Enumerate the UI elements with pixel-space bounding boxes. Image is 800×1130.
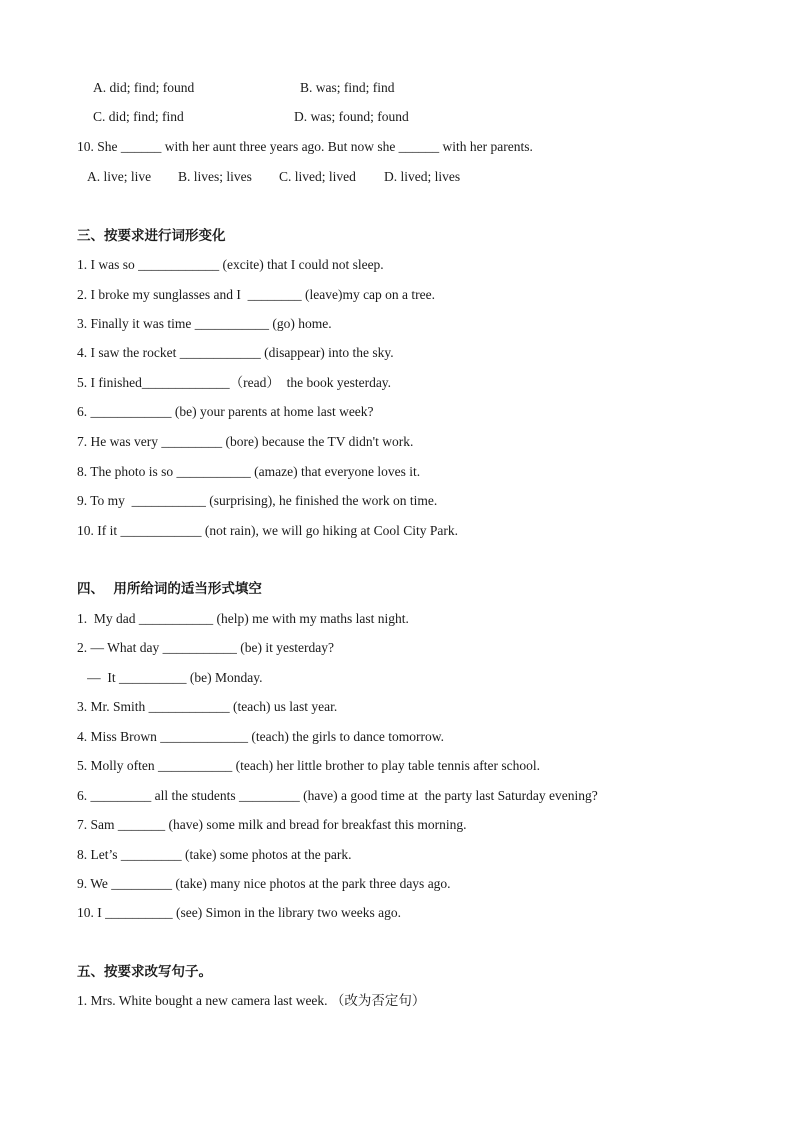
section4-item-2-answer: — It __________ (be) Monday. [77,670,263,685]
section4-item-9: 9. We _________ (take) many nice photos at the park three days ago. [77,876,451,891]
q9-option-a: A. did; find; found [93,80,195,95]
section4-item-5: 5. Molly often ___________ (teach) her little brother to play table tennis after school. [77,758,541,773]
q9-option-c: C. did; find; find [93,109,184,124]
section3-item-9: 9. To my ___________ (surprising), he finished the work on time. [77,493,438,508]
section3-item-1: 1. I was so ____________ (excite) that I could not sleep. [77,257,384,272]
q9-option-b: B. was; find; find [300,80,395,95]
q10-option-c: C. lived; lived [279,169,356,184]
q10-option-d: D. lived; lives [384,169,461,184]
section4-item-7: 7. Sam _______ (have) some milk and bread for breakfast this morning. [77,817,467,832]
section3-item-6: 6. ____________ (be) your parents at home last week? [77,404,374,419]
q10-option-b: B. lives; lives [178,169,252,184]
section3-title: 三、按要求进行词形变化 [77,228,226,244]
q10-text: 10. She ______ with her aunt three years ago. But now she ______ with her parents. [77,139,533,154]
section4-item-1: 1. My dad ___________ (help) me with my maths last night. [77,611,409,626]
q10-option-a: A. live; live [87,169,152,184]
section3-item-10: 10. If it ____________ (not rain), we will go hiking at Cool City Park. [77,523,458,538]
section4-item-10: 10. I __________ (see) Simon in the library two weeks ago. [77,905,401,920]
section3-item-8: 8. The photo is so ___________ (amaze) that everyone loves it. [77,464,421,479]
section4-item-8: 8. Let’s _________ (take) some photos at the park. [77,847,352,862]
section4-item-4: 4. Miss Brown _____________ (teach) the girls to dance tomorrow. [77,729,444,744]
section4-item-3: 3. Mr. Smith ____________ (teach) us last year. [77,699,338,714]
section4-title: 四、 用所给词的适当形式填空 [77,581,262,597]
section4-item-6: 6. _________ all the students _________ (have) a good time at the party last Saturday evening? [77,788,598,803]
q9-option-d: D. was; found; found [294,109,409,124]
section5-item-1: 1. Mrs. White bought a new camera last week. （改为否定句） [77,993,426,1008]
section3-item-4: 4. I saw the rocket ____________ (disappear) into the sky. [77,345,394,360]
section4-item-2: 2. — What day ___________ (be) it yesterday? [77,640,334,655]
section3-item-7: 7. He was very _________ (bore) because the TV didn't work. [77,434,414,449]
section3-item-5: 5. I finished_____________（read） the book yesterday. [77,375,392,390]
section3-item-2: 2. I broke my sunglasses and I ________ (leave)my cap on a tree. [77,287,436,302]
section5-title: 五、按要求改写句子。 [77,964,212,980]
section3-item-3: 3. Finally it was time ___________ (go) home. [77,316,332,331]
